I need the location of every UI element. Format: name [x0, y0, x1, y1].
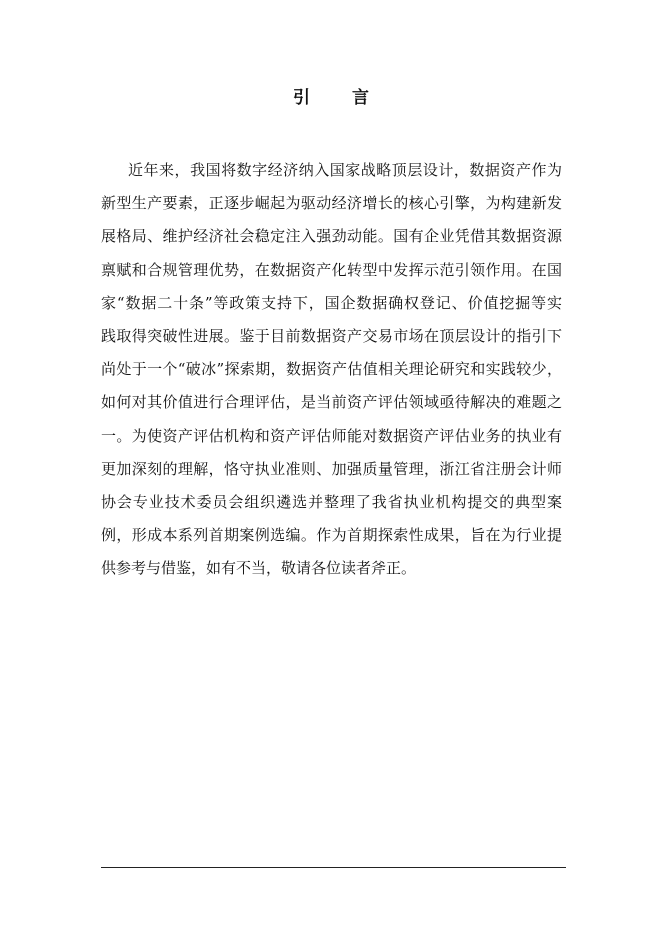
- paragraph-line: 协会专业技术委员会组织遴选并整理了我省执业机构提交的典型案: [101, 492, 562, 511]
- introduction-paragraph: [101, 157, 562, 588]
- page-title: 引 言: [293, 88, 387, 108]
- footer-divider: [101, 867, 566, 868]
- paragraph-line: 近年来，我国将数字经济纳入国家战略顶层设计，数据资产作为: [128, 161, 562, 179]
- paragraph-line: 供参考与借鉴，如有不当，敬请各位读者斧正。: [101, 559, 417, 578]
- paragraph-line: 新型生产要素，正逐步崛起为驱动经济增长的核心引擎，为构建新发: [101, 194, 562, 213]
- paragraph-line: 更加深刻的理解，恪守执业准则、加强质量管理，浙江省注册会计师: [101, 459, 562, 478]
- paragraph-line: 例，形成本系列首期案例选编。作为首期探索性成果，旨在为行业提: [101, 526, 562, 545]
- paragraph-line: 尚处于一个“破冰”探索期，数据资产估值相关理论研究和实践较少，: [101, 360, 562, 379]
- paragraph-line: 践取得突破性进展。鉴于目前数据资产交易市场在顶层设计的指引下: [101, 326, 562, 345]
- paragraph-line: 一。为使资产评估机构和资产评估师能对数据资产评估业务的执业有: [101, 426, 562, 445]
- paragraph-line: 如何对其价值进行合理评估，是当前资产评估领域亟待解决的难题之: [101, 393, 562, 412]
- paragraph-line: 家“数据二十条”等政策支持下，国企数据确权登记、价值挖掘等实: [101, 293, 562, 312]
- paragraph-line: 展格局、维护经济社会稳定注入强劲动能。国有企业凭借其数据资源: [101, 227, 562, 246]
- paragraph-line: 禀赋和合规管理优势，在数据资产化转型中发挥示范引领作用。在国: [101, 260, 562, 279]
